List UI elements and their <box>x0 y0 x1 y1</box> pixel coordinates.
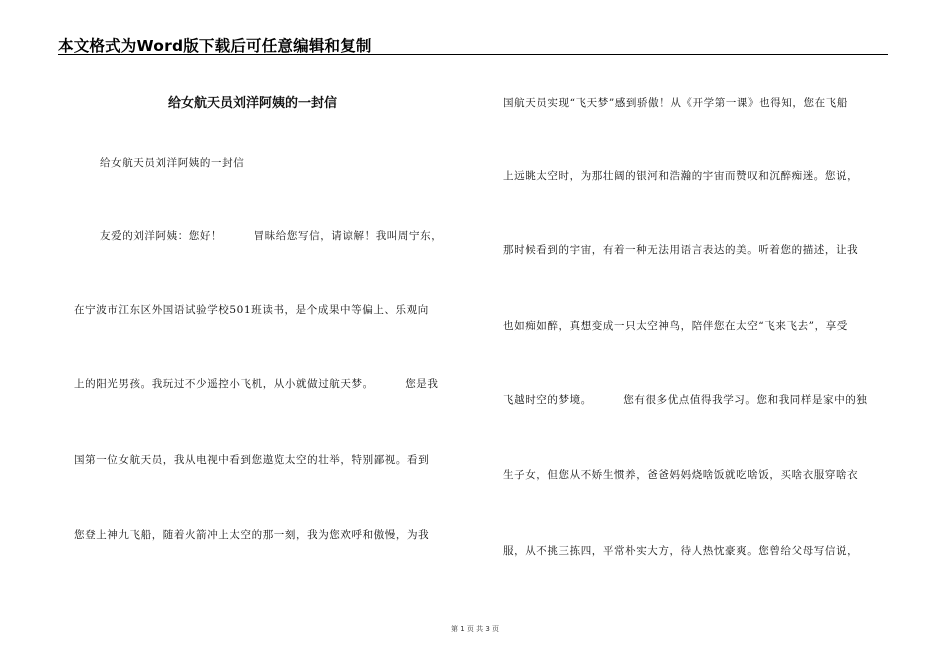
body-line: 上的阳光男孩。我玩过不少遥控小飞机，从小就做过航天梦。 您是我 <box>74 378 439 390</box>
body-line: 服，从不挑三拣四，平常朴实大方，待人热忱豪爽。您曾给父母写信说， <box>503 545 859 557</box>
body-line: 国第一位女航天员，我从电视中看到您遨览太空的壮举，特别鄙视。看到 <box>74 454 430 466</box>
body-line: 您登上神九飞船，随着火箭冲上太空的那一刻，我为您欢呼和傲慢，为我 <box>74 529 430 541</box>
document-title: 给女航天员刘洋阿姨的一封信 <box>168 96 338 111</box>
body-line: 友爱的刘洋阿姨：您好！ 冒昧给您写信，请谅解！我叫周宁东， <box>100 230 443 242</box>
header-banner: 本文格式为Word版下载后可任意编辑和复制 <box>58 37 372 55</box>
body-line: 也如痴如醉，真想变成一只太空神鸟，陪伴您在太空“飞来飞去”，享受 <box>503 320 848 332</box>
body-line: 生子女，但您从不娇生惯养，爸爸妈妈烧啥饭就吃啥饭，买啥衣服穿啥衣 <box>503 469 859 481</box>
body-line: 国航天员实现“飞天梦”感到骄傲！从《开学第一课》也得知，您在飞船 <box>503 97 848 109</box>
body-line: 上远眺太空时，为那壮阔的银河和浩瀚的宇宙而赞叹和沉醉痴迷。您说， <box>503 170 859 182</box>
header-rule <box>58 54 888 55</box>
body-line: 在宁波市江东区外国语试验学校501班读书，是个成果中等偏上、乐观向 <box>74 304 429 316</box>
body-line: 飞越时空的梦境。 您有很多优点值得我学习。您和我同样是家中的独 <box>503 394 868 406</box>
body-line: 那时候看到的宇宙，有着一种无法用语言表达的美。听着您的描述，让我 <box>503 244 859 256</box>
page-number: 第 1 页 共 3 页 <box>450 625 500 633</box>
body-line: 给女航天员刘洋阿姨的一封信 <box>100 157 245 169</box>
